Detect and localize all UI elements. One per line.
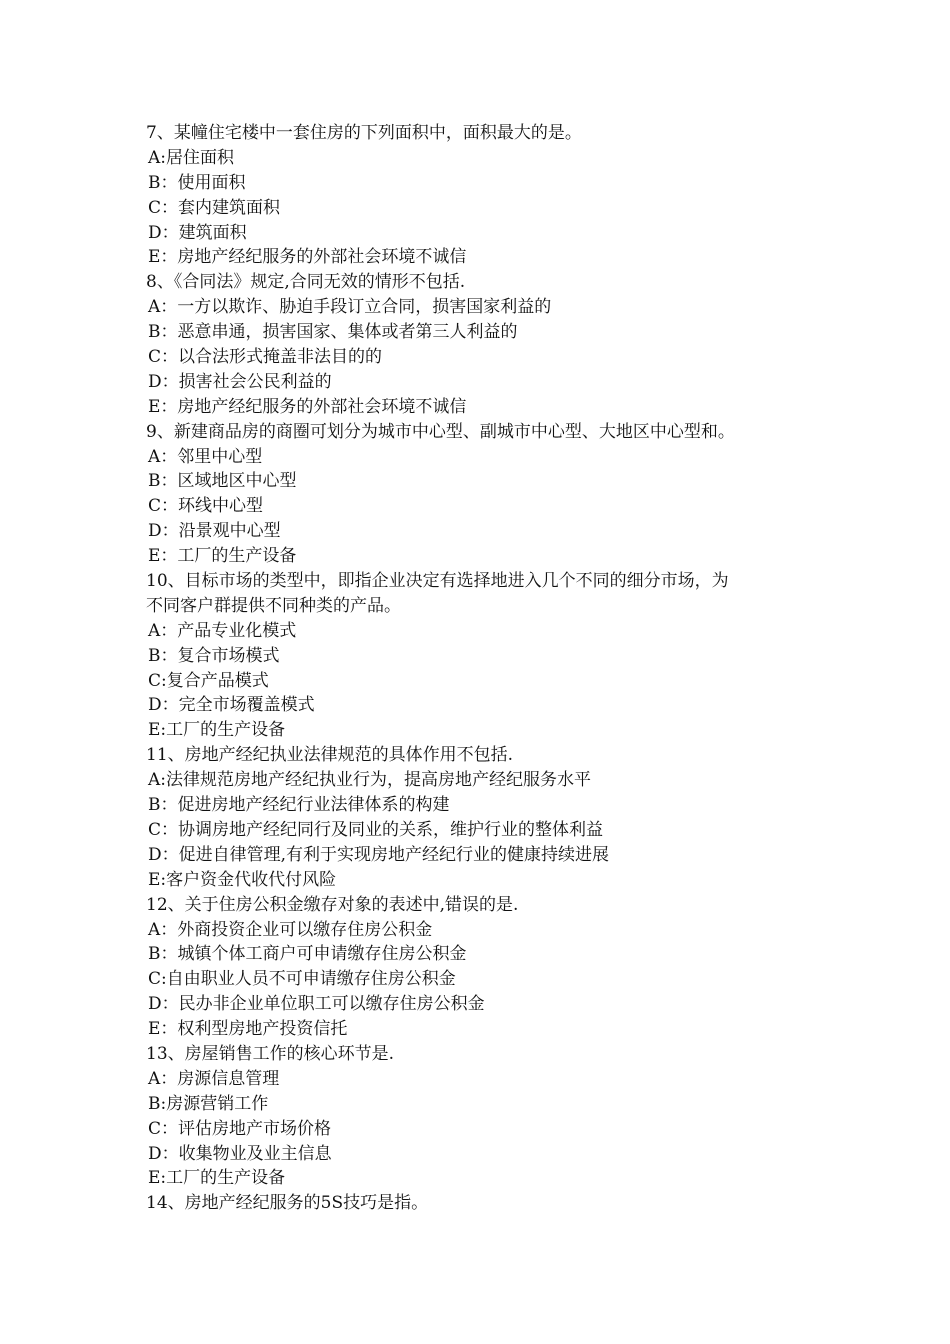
option-13a: A：房源信息管理 <box>148 1068 280 1089</box>
question-10: 10、目标市场的类型中，即指企业决定有选择地进入几个不同的细分市场，为 <box>146 571 729 592</box>
option-9a: A：邻里中心型 <box>148 446 263 467</box>
option-7a: A:居住面积 <box>148 147 235 168</box>
question-13: 13、房屋销售工作的核心环节是. <box>146 1043 395 1064</box>
option-9b: B：区域地区中心型 <box>148 471 297 492</box>
question-14: 14、房地产经纪服务的5S技巧是指。 <box>146 1193 429 1214</box>
question-7: 7、某幢住宅楼中一套住房的下列面积中，面积最大的是。 <box>146 123 582 143</box>
option-7e: E：房地产经纪服务的外部社会环境不诚信 <box>148 247 467 268</box>
option-12d: D：民办非企业单位职工可以缴存住房公积金 <box>148 994 485 1015</box>
question-10-continued: 不同客户群提供不同种类的产品。 <box>146 595 401 616</box>
question-8: 8、《合同法》规定,合同无效的情形不包括. <box>146 272 466 293</box>
option-13c: C：评估房地产市场价格 <box>148 1118 332 1139</box>
option-9e: E：工厂的生产设备 <box>148 546 297 567</box>
option-7b: B：使用面积 <box>148 172 246 193</box>
option-10c: C:复合产品模式 <box>148 670 269 691</box>
option-13e: E:工厂的生产设备 <box>148 1168 286 1189</box>
question-11: 11、房地产经纪执业法律规范的具体作用不包括. <box>146 745 514 766</box>
option-10e: E:工厂的生产设备 <box>148 720 286 741</box>
option-10a: A：产品专业化模式 <box>148 620 297 641</box>
option-12a: A：外商投资企业可以缴存住房公积金 <box>148 919 433 940</box>
option-8d: D：损害社会公民利益的 <box>148 371 332 392</box>
option-7c: C：套内建筑面积 <box>148 197 281 218</box>
option-11c: C：协调房地产经纪同行及同业的关系，维护行业的整体利益 <box>148 819 604 840</box>
question-list <box>146 121 826 1216</box>
option-8a: A：一方以欺诈、胁迫手段订立合同，损害国家利益的 <box>148 297 552 318</box>
option-11e: E:客户资金代收代付风险 <box>148 869 337 890</box>
question-12: 12、关于住房公积金缴存对象的表述中,错误的是. <box>146 894 519 915</box>
option-13d: D：收集物业及业主信息 <box>148 1143 332 1164</box>
option-11d: D：促进自律管理,有利于实现房地产经纪行业的健康持续进展 <box>148 844 610 865</box>
option-8e: E：房地产经纪服务的外部社会环境不诚信 <box>148 396 467 417</box>
option-12b: B：城镇个体工商户可申请缴存住房公积金 <box>148 944 467 965</box>
option-9c: C：环线中心型 <box>148 496 264 517</box>
option-7d: D：建筑面积 <box>148 222 247 243</box>
option-12c: C:自由职业人员不可申请缴存住房公积金 <box>148 969 456 990</box>
option-11a: A:法律规范房地产经纪执业行为，提高房地产经纪服务水平 <box>148 770 592 791</box>
option-11b: B：促进房地产经纪行业法律体系的构建 <box>148 795 450 816</box>
option-10d: D：完全市场覆盖模式 <box>148 695 315 716</box>
option-13b: B:房源营销工作 <box>148 1093 269 1114</box>
option-8b: B：恶意串通，损害国家、集体或者第三人利益的 <box>148 322 518 343</box>
option-10b: B：复合市场模式 <box>148 645 280 666</box>
option-8c: C：以合法形式掩盖非法目的的 <box>148 347 383 368</box>
option-9d: D：沿景观中心型 <box>148 521 281 542</box>
option-12e: E：权利型房地产投资信托 <box>148 1019 348 1040</box>
question-9: 9、新建商品房的商圈可划分为城市中心型、副城市中心型、大地区中心型和。 <box>146 421 735 442</box>
